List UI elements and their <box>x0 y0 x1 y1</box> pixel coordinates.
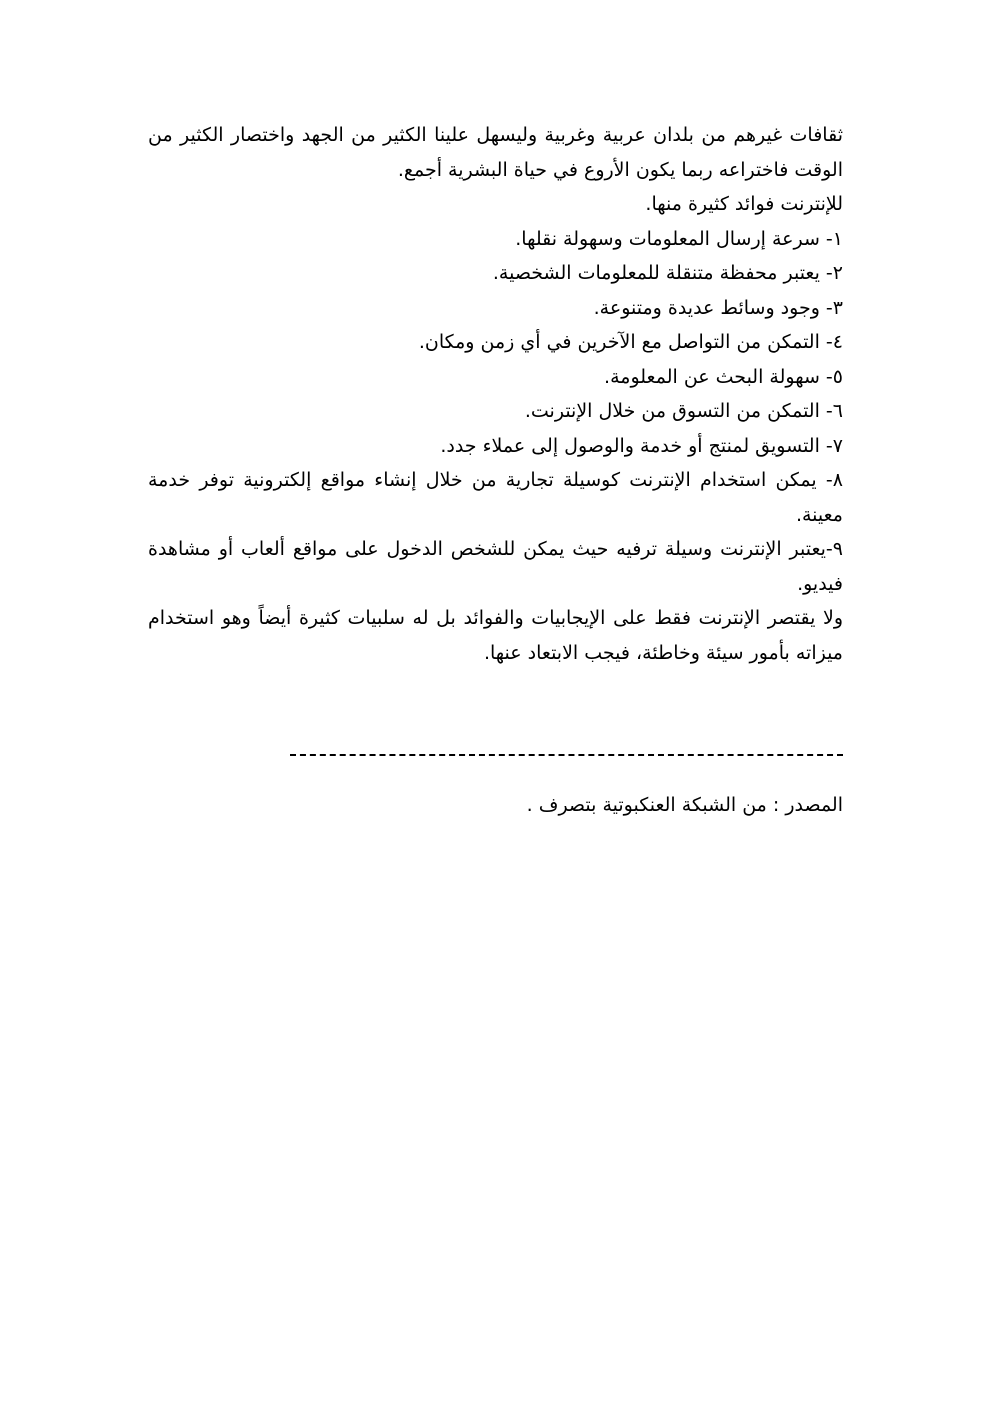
dashed-separator <box>290 754 843 756</box>
benefit-item: ٤- التمكن من التواصل مع الآخرين في أي زمن ومكان. <box>418 331 843 353</box>
source-note: المصدر : من الشبكة العنكبوتية بتصرف . <box>526 794 843 816</box>
benefit-item: ٧- التسويق لمنتج أو خدمة والوصول إلى عملاء جدد. <box>440 434 843 457</box>
benefit-item: ٣- وجود وسائط عديدة ومتنوعة. <box>593 296 843 319</box>
benefit-item: ٢- يعتبر محفظة متنقلة للمعلومات الشخصية. <box>492 262 843 284</box>
benefits-heading: للإنترنت فوائد كثيرة منها. <box>645 193 843 215</box>
conclusion-paragraph: ولا يقتصر الإنترنت فقط على الإيجابيات والفوائد بل له سلبيات كثيرة أيضاً وهو استخدام ميزاته بأمور سيئة وخاطئة، فيجب الابتعاد عنها. <box>148 607 843 664</box>
benefit-item: ١- سرعة إرسال المعلومات وسهولة نقلها. <box>515 227 843 250</box>
benefit-item: ٥- سهولة البحث عن المعلومة. <box>604 365 843 388</box>
benefit-item: ٦- التمكن من التسوق من خلال الإنترنت. <box>524 400 843 422</box>
document-body <box>148 118 843 670</box>
intro-paragraph: ثقافات غيرهم من بلدان عربية وغربية وليسهل علينا الكثير من الجهد واختصار الكثير من الوقت فاختراعه ربما يكون الأروع في حياة البشرية أجمع. <box>148 124 843 181</box>
benefit-item: ٩-يعتبر الإنترنت وسيلة ترفيه حيث يمكن للشخص الدخول على مواقع ألعاب أو مشاهدة فيديو. <box>148 538 843 595</box>
benefit-item: ٨- يمكن استخدام الإنترنت كوسيلة تجارية من خلال إنشاء مواقع إلكترونية توفر خدمة معينة. <box>148 469 843 526</box>
